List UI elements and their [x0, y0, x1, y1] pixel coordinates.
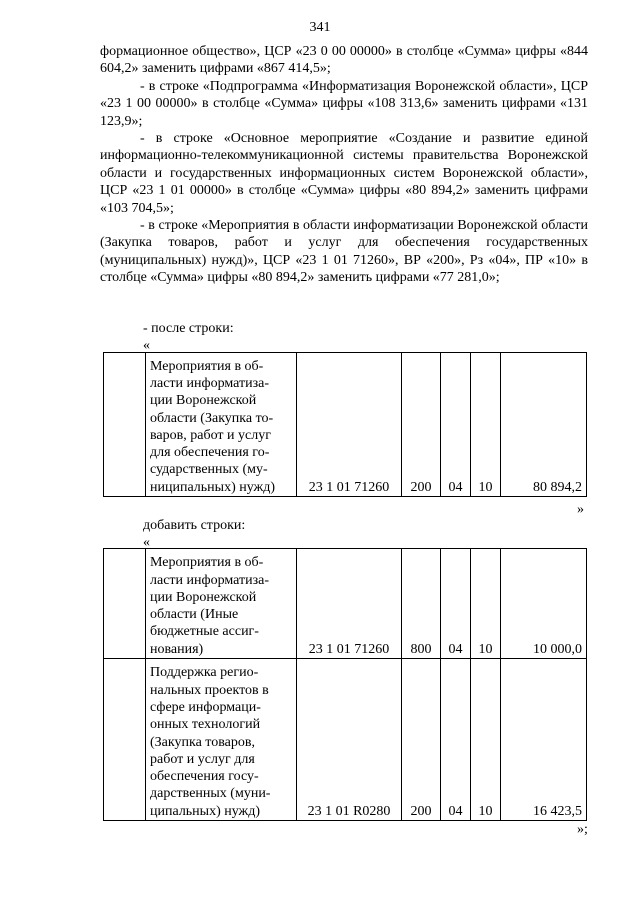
name-line: обеспечения госу- — [150, 769, 259, 785]
name-line: сударственных (му- — [150, 462, 268, 478]
name-cell — [146, 353, 297, 497]
name-line: онных технологий — [150, 717, 261, 733]
vr-cell: 200 — [402, 353, 441, 497]
table-row — [104, 549, 587, 659]
name-line: ции Воронежской — [150, 393, 257, 409]
paragraph-1: - в строке «Подпрограмма «Информатизация Воронежской области», ЦСР «23 1 00 00000» в столбце «Сумма» цифры «108 313,6» заменить цифрами «131 123,9»; — [100, 78, 588, 129]
table-original-row — [103, 352, 587, 497]
name-line: Мероприятия в об- — [150, 555, 264, 571]
rz-cell: 04 — [441, 659, 471, 821]
body-text — [100, 43, 588, 287]
name-line: нальных проектов в — [150, 682, 269, 698]
name-line: области (Иные — [150, 607, 239, 623]
name-line: сфере информаци- — [150, 699, 261, 715]
paragraph-3: - в строке «Мероприятия в области информатизации Воронежской области (Закупка товаров, работ и услуг для обеспечения государственных (муниципальных) нужд)», ЦСР «23 1 01 71260», ВР «200», Рз «04», ПР «10» в столбце «Сумма» цифры «80 894,2» заменить цифрами «77 281,0»; — [100, 218, 588, 286]
name-line: нования) — [150, 641, 204, 657]
name-line: варов, работ и услуг — [150, 427, 271, 443]
sum-cell: 10 000,0 — [501, 549, 587, 659]
table-row — [104, 659, 587, 821]
close-quote: » — [577, 502, 584, 517]
name-cell — [146, 549, 297, 659]
paragraph-0: формационное общество», ЦСР «23 0 00 00000» в столбце «Сумма» цифры «844 604,2» заменить цифрами «867 414,5»; — [100, 44, 588, 77]
rz-cell: 04 — [441, 353, 471, 497]
name-line: ниципальных) нужд) — [150, 479, 275, 495]
open-quote: « — [143, 535, 150, 550]
name-line: ции Воронежской — [150, 589, 257, 605]
name-line: ципальных) нужд) — [150, 803, 261, 819]
paragraph-2: - в строке «Основное мероприятие «Создание и развитие единой информационно-телекоммуникационной системы правительства Воронежской области и государственных информационных систем Воронежской области», ЦСР «23 1 01 00000» в столбце «Сумма» цифры «80 894,2» заменить цифрами «103 704,5»; — [100, 131, 588, 216]
csr-cell: 23 1 01 71260 — [297, 549, 402, 659]
sum-cell: 80 894,2 — [501, 353, 587, 497]
name-line: (Закупка товаров, — [150, 734, 255, 750]
page-number: 341 — [309, 20, 331, 35]
add-rows-label: добавить строки: — [143, 518, 246, 533]
table-row — [104, 353, 587, 497]
name-line: бюджетные ассиг- — [150, 624, 259, 640]
name-line: Поддержка регио- — [150, 665, 259, 681]
close-quote-final: »; — [577, 822, 588, 837]
table-added-rows — [103, 548, 587, 821]
row-number-cell — [104, 549, 146, 659]
pr-cell: 10 — [471, 353, 501, 497]
csr-cell: 23 1 01 71260 — [297, 353, 402, 497]
name-line: дарственных (муни- — [150, 786, 271, 802]
row-number-cell — [104, 659, 146, 821]
name-line: Мероприятия в об- — [150, 358, 264, 374]
name-cell — [146, 659, 297, 821]
pr-cell: 10 — [471, 659, 501, 821]
name-line: ласти информатиза- — [150, 375, 269, 391]
name-line: работ и услуг для — [150, 751, 255, 767]
pr-cell: 10 — [471, 549, 501, 659]
rz-cell: 04 — [441, 549, 471, 659]
row-number-cell — [104, 353, 146, 497]
vr-cell: 200 — [402, 659, 441, 821]
sum-cell: 16 423,5 — [501, 659, 587, 821]
after-row-label: - после строки: — [143, 321, 234, 336]
open-quote: « — [143, 338, 150, 353]
name-line: области (Закупка то- — [150, 410, 274, 426]
name-line: для обеспечения го- — [150, 445, 270, 461]
name-line: ласти информатиза- — [150, 572, 269, 588]
vr-cell: 800 — [402, 549, 441, 659]
csr-cell: 23 1 01 R0280 — [297, 659, 402, 821]
